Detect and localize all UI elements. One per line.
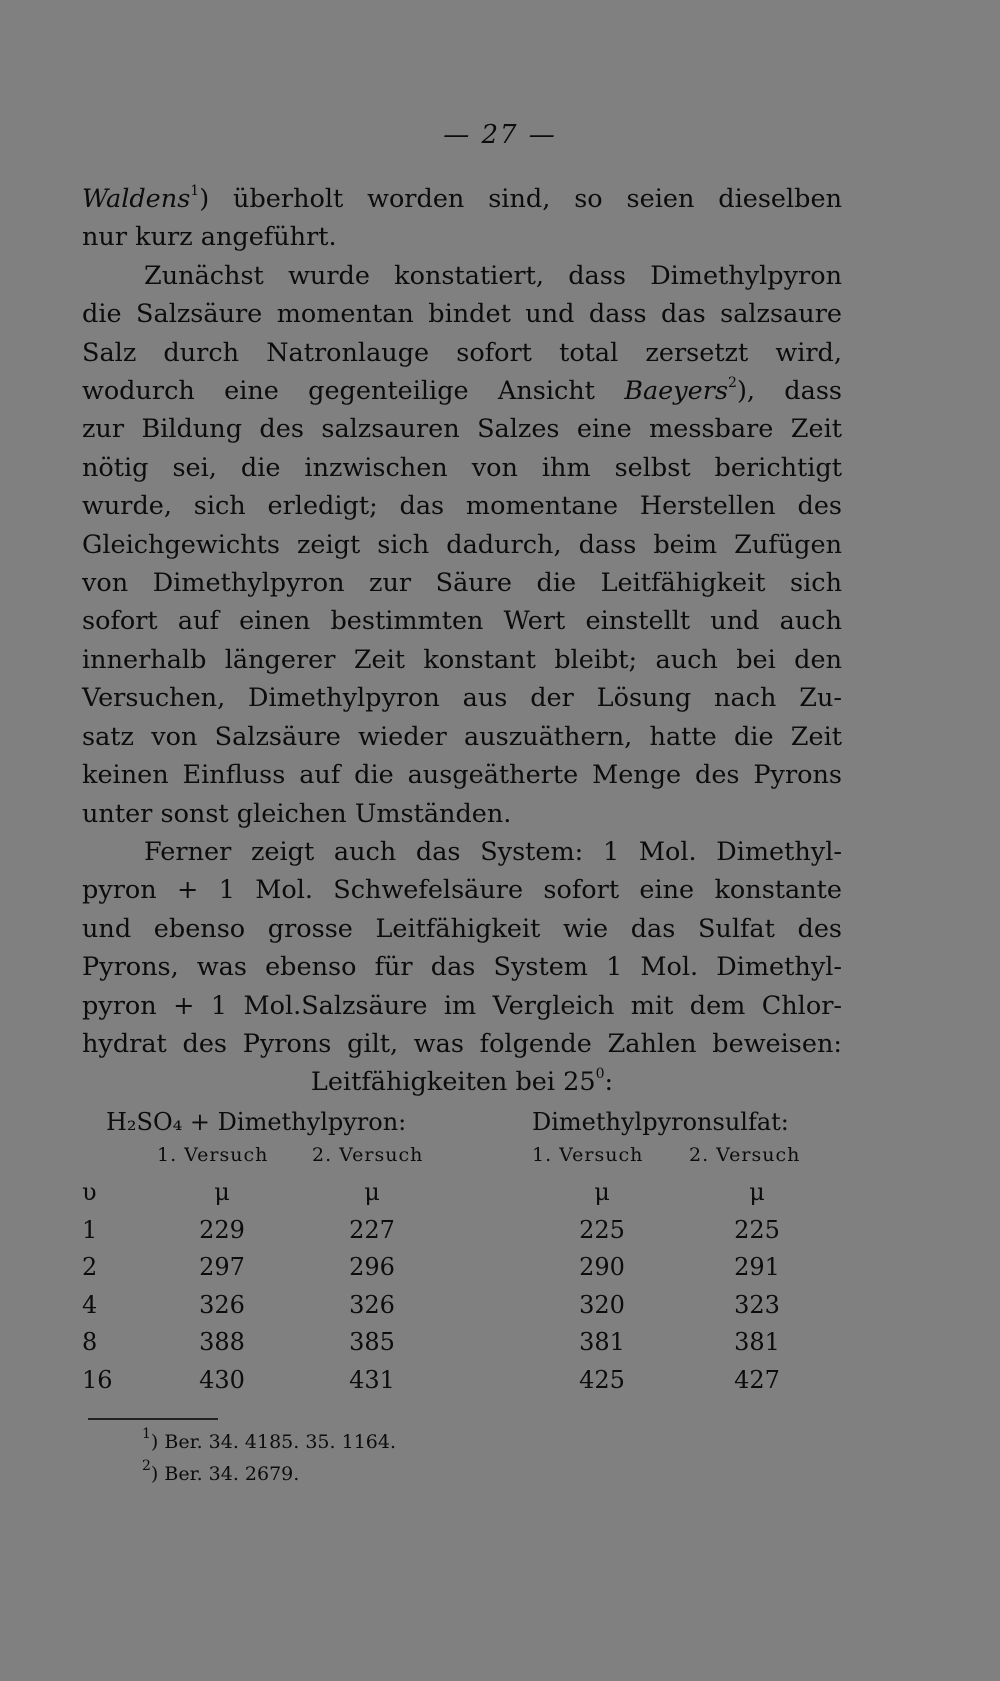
text-line: hydrat des Pyrons gilt, was folgende Zahlen beweisen:: [82, 1028, 842, 1059]
text-line: Pyrons, was ebenso für das System 1 Mol. Dimethyl-: [82, 952, 842, 983]
body-text: [82, 180, 842, 1102]
text-line: nur kurz angeführt.: [82, 222, 337, 253]
table-group-header: [82, 1108, 842, 1144]
table-row: [82, 1366, 842, 1404]
table-cell: υ: [82, 1178, 97, 1206]
table-cell: 427: [734, 1365, 780, 1394]
text-line: innerhalb längerer Zeit konstant bleibt; auch bei den: [82, 644, 842, 675]
table-cell: 320: [579, 1290, 625, 1319]
text-line: Gleichgewichts zeigt sich dadurch, dass beim Zufügen: [82, 529, 842, 560]
text-line: pyron + 1 Mol.Salzsäure im Vergleich mit dem Chlor-: [82, 990, 842, 1021]
author-name: Waldens: [82, 184, 191, 214]
table-cell: 225: [734, 1215, 780, 1244]
subheader-cell: 1. Versuch: [532, 1144, 644, 1166]
text-line: von Dimethylpyron zur Säure die Leitfähigkeit sich: [82, 568, 842, 599]
table-cell: 381: [734, 1328, 780, 1356]
table-cell: 388: [199, 1328, 245, 1356]
group-header-2: Dimethylpyronsulfat:: [532, 1108, 789, 1136]
author-name: Baeyers: [624, 376, 729, 407]
table-cell: 1: [82, 1215, 98, 1244]
table-cell: 290: [579, 1253, 625, 1281]
table-cell: 297: [199, 1253, 245, 1281]
footnote: $^1$) Ber. 34. 4185. 35. 1164.: [142, 1425, 396, 1453]
group-header-1: H₂SO₄ + Dimethylpyron:: [106, 1108, 407, 1136]
text-line: die Salzsäure momentan bindet und dass das salzsaure: [82, 299, 842, 330]
footnote-ref: 1: [190, 182, 200, 199]
table-caption: Leitfähigkeiten bei $25^0$:: [310, 1065, 614, 1098]
table-row: [82, 1328, 842, 1366]
text-line: pyron + 1 Mol. Schwefelsäure sofort eine konstante: [82, 875, 842, 906]
text-line: keinen Einfluss auf die ausgeätherte Menge des Pyrons: [82, 760, 842, 791]
subheader-cell: 2. Versuch: [689, 1144, 801, 1166]
text-line: Salz durch Natronlauge sofort total zersetzt wird,: [82, 337, 842, 368]
table-cell: 296: [349, 1253, 395, 1281]
table-cell: 326: [349, 1290, 395, 1319]
table-cell: μ: [364, 1178, 380, 1206]
table-cell: 2: [82, 1253, 98, 1281]
table-cell: 4: [82, 1290, 98, 1319]
table-cell: 430: [199, 1365, 245, 1394]
table-cell: 381: [579, 1328, 625, 1356]
text-line: Ferner zeigt auch das System: 1 Mol. Dimethyl-: [144, 836, 842, 867]
footnote: $^2$) Ber. 34. 2679.: [142, 1457, 300, 1485]
subheader-cell: 1. Versuch: [157, 1144, 269, 1166]
text-line: Zunächst wurde konstatiert, dass Dimethylpyron: [144, 260, 842, 291]
text-line: unter sonst gleichen Umständen.: [82, 798, 512, 829]
table-cell: 425: [579, 1365, 625, 1394]
table-cell: 385: [349, 1328, 395, 1356]
text-line: Waldens$^1$) überholt worden sind, so seien dieselben: [82, 182, 842, 214]
table-cell: 326: [199, 1290, 245, 1319]
text-line: wurde, sich erledigt; das momentane Herstellen des: [82, 491, 842, 522]
table-cell: 323: [734, 1290, 780, 1319]
text-line: wodurch eine gegenteilige Ansicht Baeyers$^2$), dass: [82, 374, 842, 407]
table-subheader: [82, 1144, 842, 1178]
table-row: [82, 1216, 842, 1254]
table-cell: μ: [749, 1178, 765, 1206]
subheader-cell: 2. Versuch: [312, 1144, 424, 1166]
page-number: — 27 —: [443, 120, 557, 150]
table-cell: 291: [734, 1253, 780, 1281]
table-cell: 16: [82, 1365, 113, 1394]
table-cell: μ: [594, 1178, 610, 1206]
table-cell: 227: [349, 1215, 395, 1244]
text-line: und ebenso grosse Leitfähigkeit wie das Sulfat des: [82, 913, 842, 944]
table-cell: 229: [199, 1215, 245, 1244]
table-row: [82, 1253, 842, 1291]
table-cell: 431: [349, 1365, 395, 1394]
text-line: satz von Salzsäure wieder auszuäthern, hatte die Zeit: [82, 721, 842, 752]
conductivity-table: [82, 1108, 842, 1403]
text-line: nötig sei, die inzwischen von ihm selbst berichtigt: [82, 452, 842, 483]
text-line: sofort auf einen bestimmten Wert einstellt und auch: [82, 606, 842, 637]
table-cell: μ: [214, 1178, 230, 1206]
text-line: zur Bildung des salzsauren Salzes eine messbare Zeit: [82, 414, 842, 445]
text-line: Versuchen, Dimethylpyron aus der Lösung nach Zu-: [82, 683, 842, 714]
table-row: [82, 1178, 842, 1216]
footnote-divider: [88, 1418, 218, 1420]
table-cell: 225: [579, 1215, 625, 1244]
table-cell: 8: [82, 1328, 98, 1356]
footnotes: [142, 1426, 396, 1490]
footnote-ref: 2: [728, 374, 737, 391]
table-row: [82, 1291, 842, 1329]
